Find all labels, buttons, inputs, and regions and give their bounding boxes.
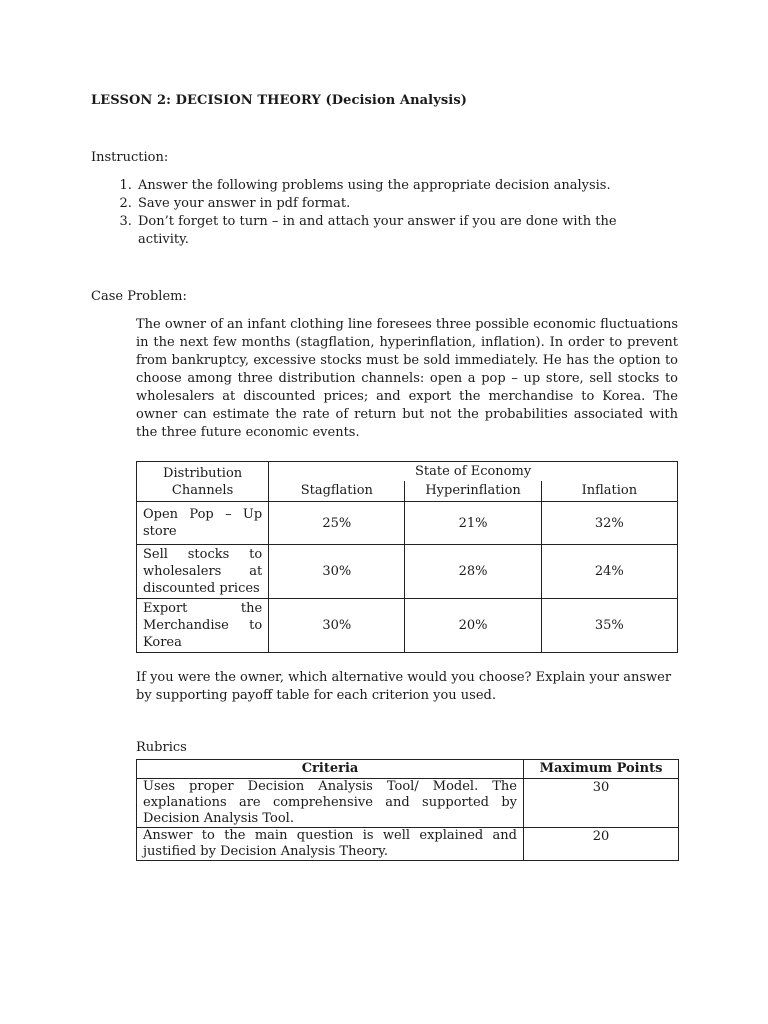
value-cell: 28%	[405, 545, 541, 599]
case-problem-label: Case Problem:	[91, 289, 187, 304]
value-cell: 32%	[541, 502, 677, 545]
rubrics-table	[136, 759, 679, 861]
table-row	[137, 502, 678, 545]
header-stagflation: Stagflation	[269, 481, 405, 502]
instruction-list	[112, 177, 666, 249]
value-cell: 24%	[541, 545, 677, 599]
table-row	[137, 545, 678, 599]
instruction-label: Instruction:	[91, 150, 169, 165]
criteria-cell: Answer to the main question is well explained and justified by Decision Analysis Theory.	[137, 828, 524, 861]
header-criteria: Criteria	[137, 760, 524, 779]
header-state-of-economy: State of Economy	[269, 462, 678, 482]
page-title: LESSON 2: DECISION THEORY (Decision Analysis)	[91, 93, 467, 108]
channel-cell: Open Pop – Up store	[137, 502, 269, 545]
rubrics-label: Rubrics	[136, 740, 187, 755]
value-cell: 30%	[269, 545, 405, 599]
payoff-header-row	[137, 462, 678, 482]
points-cell: 20	[524, 828, 679, 861]
question-text: If you were the owner, which alternative would you choose? Explain your answer by supporting payoff table for each criterion you used.	[136, 670, 672, 703]
criteria-cell: Uses proper Decision Analysis Tool/ Model. The explanations are comprehensive and supported by Decision Analysis Tool.	[137, 779, 524, 828]
list-item: 2. Save your answer in pdf format.	[136, 195, 666, 213]
table-row	[137, 828, 679, 861]
table-row	[137, 779, 679, 828]
header-maximum-points: Maximum Points	[524, 760, 679, 779]
list-item: 3. Don’t forget to turn – in and attach your answer if you are done with the activity.	[136, 213, 666, 249]
payoff-table	[136, 461, 678, 653]
points-cell: 30	[524, 779, 679, 828]
value-cell: 20%	[405, 599, 541, 653]
header-inflation: Inflation	[541, 481, 677, 502]
value-cell: 35%	[541, 599, 677, 653]
value-cell: 25%	[269, 502, 405, 545]
header-hyperinflation: Hyperinflation	[405, 481, 541, 502]
case-problem-text: The owner of an infant clothing line foresees three possible economic fluctuations in the next few months (stagflation, hyperinflation, inflation). In order to prevent from bankruptcy, excessive stocks must be sold immediately. He has the option to choose among three distribution channels: open a pop – up store, sell stocks to wholesalers at discounted prices; and export the merchandise to Korea. The owner can estimate the rate of return but not the probabilities associated with the three future economic events.	[136, 317, 678, 440]
channel-cell: Export the Merchandise to Korea	[137, 599, 269, 653]
value-cell: 21%	[405, 502, 541, 545]
rubrics-header-row	[137, 760, 679, 779]
channel-cell: Sell stocks to wholesalers at discounted prices	[137, 545, 269, 599]
header-distribution-channels: Distribution Channels	[137, 462, 269, 502]
table-row	[137, 599, 678, 653]
value-cell: 30%	[269, 599, 405, 653]
list-item: 1. Answer the following problems using the appropriate decision analysis.	[136, 177, 666, 195]
